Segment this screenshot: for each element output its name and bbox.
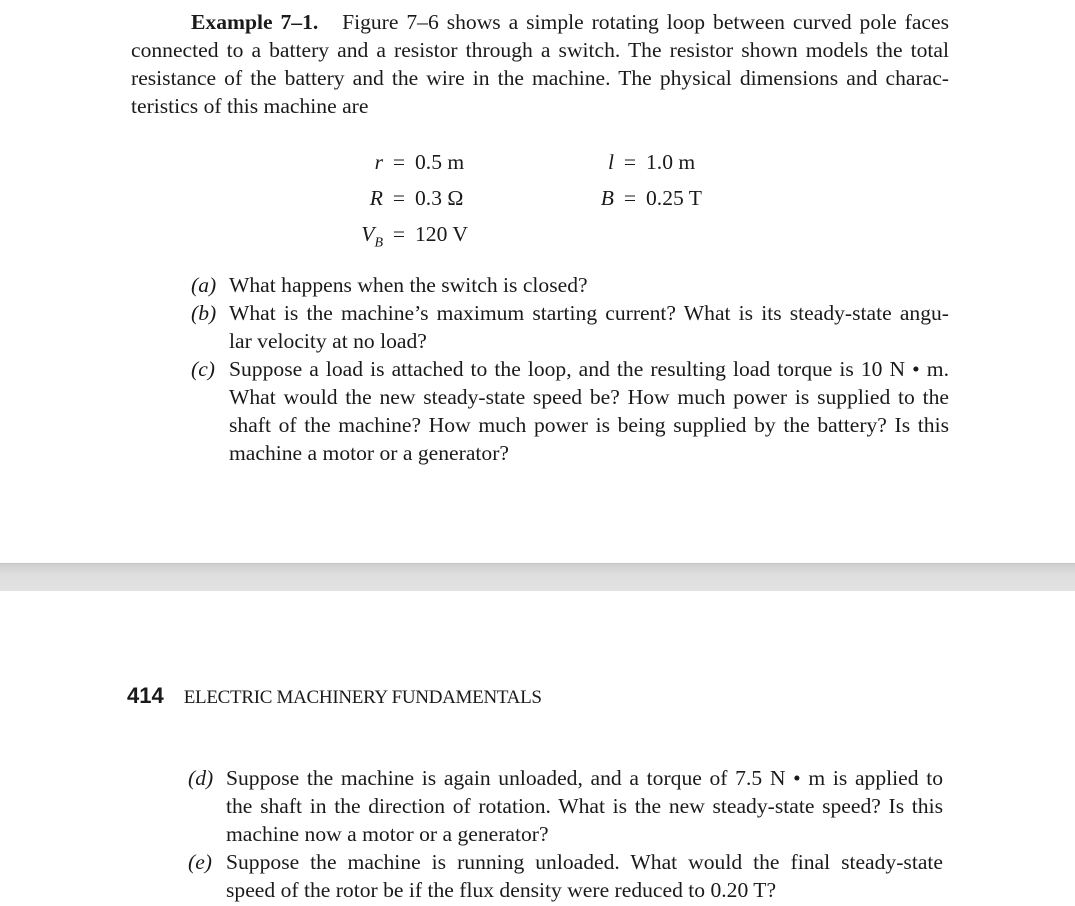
question-c-mark: (c)	[191, 357, 215, 381]
param-l	[576, 148, 695, 176]
param-B	[576, 184, 702, 212]
question-list-bottom	[188, 764, 943, 904]
running-title: ELECTRIC MACHINERY FUNDAMENTALS	[183, 687, 542, 708]
param-VB	[345, 220, 468, 257]
example-paragraph	[131, 8, 949, 120]
param-r-value: 0.5 m	[415, 150, 465, 174]
example-line-4: teristics of this machine are	[131, 94, 369, 118]
example-line-1	[131, 8, 949, 36]
param-R-eq: =	[392, 186, 406, 210]
question-b-line-1: What is the machine’s maximum starting current? What is its steady-state angu-	[229, 301, 949, 325]
question-d-line-3: machine now a motor or a generator?	[226, 822, 549, 846]
page-separator	[0, 563, 1075, 592]
question-e-line-2: speed of the rotor be if the flux density were reduced to 0.20 T?	[226, 878, 777, 902]
example-line-2: connected to a battery and a resistor through a switch. The resistor shown models the total	[131, 38, 949, 62]
param-B-eq: =	[623, 186, 637, 210]
param-l-value: 1.0 m	[646, 150, 696, 174]
param-l-eq: =	[623, 150, 637, 174]
param-l-symbol: l	[608, 150, 614, 174]
question-list-top	[191, 271, 949, 467]
param-B-value: 0.25 T	[646, 186, 702, 210]
question-d-line-2: the shaft in the direction of rotation. What is the new steady-state speed? Is this	[226, 794, 943, 818]
param-r-eq: =	[392, 150, 406, 174]
question-c	[191, 355, 949, 467]
param-VB-symbol-letter: V	[361, 222, 375, 246]
running-head	[127, 682, 542, 712]
param-R-symbol: R	[369, 186, 383, 210]
page-number: 414	[127, 683, 164, 708]
param-R-value: 0.3 Ω	[415, 186, 464, 210]
question-a-mark: (a)	[191, 273, 217, 297]
question-e-line-1: Suppose the machine is running unloaded. What would the final steady-state	[226, 850, 943, 874]
question-b-mark: (b)	[191, 301, 217, 325]
question-a-line-1: What happens when the switch is closed?	[229, 273, 588, 297]
example-label: Example 7–1.	[191, 10, 319, 34]
question-b-line-2: lar velocity at no load?	[229, 329, 427, 353]
param-R	[345, 184, 463, 212]
question-c-line-3: shaft of the machine? How much power is being supplied by the battery? Is this	[229, 413, 949, 437]
question-c-line-2: What would the new steady-state speed be? How much power is supplied to the	[229, 385, 949, 409]
param-VB-eq: =	[392, 222, 406, 246]
question-d-mark: (d)	[188, 766, 214, 790]
example-line-3: resistance of the battery and the wire in the machine. The physical dimensions and charac-	[131, 66, 949, 90]
question-e	[188, 848, 943, 904]
question-e-mark: (e)	[188, 850, 212, 874]
param-B-symbol: B	[600, 186, 614, 210]
param-VB-value: 120 V	[415, 222, 468, 246]
question-b	[191, 299, 949, 355]
param-r	[345, 148, 464, 176]
param-r-symbol: r	[374, 150, 383, 174]
param-VB-subscript: B	[374, 235, 383, 251]
question-d	[188, 764, 943, 848]
page-bottom	[0, 591, 1075, 906]
question-d-line-1: Suppose the machine is again unloaded, and a torque of 7.5 N • m is applied to	[226, 766, 943, 790]
example-line-1-text: Figure 7–6 shows a simple rotating loop between curved pole faces	[342, 10, 950, 34]
param-VB-symbol	[345, 220, 383, 257]
question-c-line-4: machine a motor or a generator?	[229, 441, 509, 465]
question-a	[191, 271, 949, 299]
question-c-line-1: Suppose a load is attached to the loop, and the resulting load torque is 10 N • m.	[229, 357, 949, 381]
